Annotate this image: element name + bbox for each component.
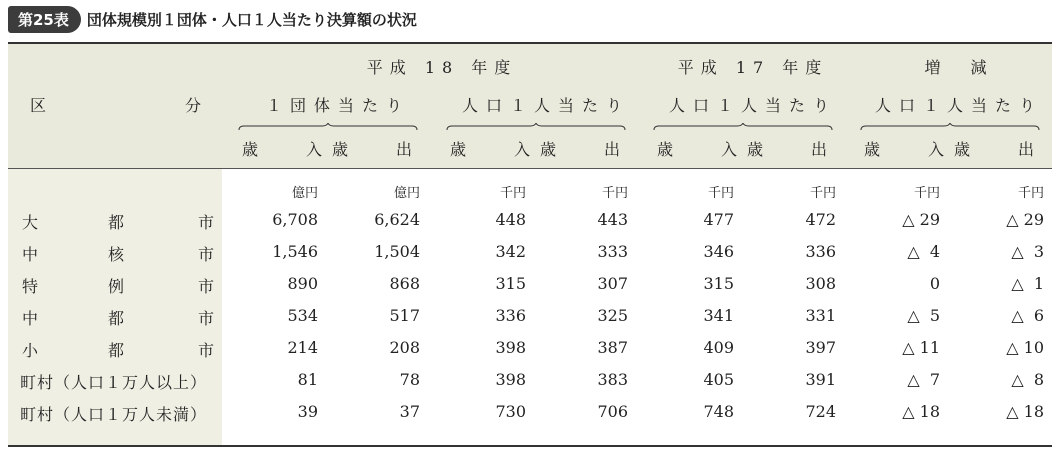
row-label: 町村（人口１万人未満） [20, 405, 208, 424]
header-rule [8, 168, 1052, 169]
table-cell: △ 5 [907, 306, 940, 325]
table-cell: 208 [389, 338, 420, 357]
table-cell: 331 [805, 306, 836, 325]
brace-icon [653, 123, 833, 131]
header-basis-per-capita-h17: 人口１人当たり [668, 96, 838, 115]
table-cell: △ 1 [1011, 274, 1044, 293]
table-cell: 6,624 [374, 210, 420, 229]
table-cell: △ 7 [907, 370, 940, 389]
header-basis-per-capita-h18: 人口１人当たり [461, 96, 631, 115]
table-cell: 336 [495, 306, 526, 325]
table-cell: △ 6 [1011, 306, 1044, 325]
table-cell: 534 [287, 306, 318, 325]
row-label: 例 [108, 277, 125, 296]
unit-label: 千円 [913, 186, 940, 201]
header-year-h17: 平成 17 年度 [677, 58, 829, 77]
unit-label: 千円 [499, 186, 526, 201]
table-title-text: 団体規模別１団体・人口１人当たり決算額の状況 [86, 10, 417, 29]
table-cell: 333 [597, 242, 628, 261]
table-cell: 724 [805, 402, 836, 421]
row-label: 都 [108, 341, 125, 360]
table-cell: 1,504 [374, 242, 420, 261]
table-cell: 398 [495, 338, 526, 357]
row-label: 市 [198, 341, 215, 360]
table-cell: 336 [805, 242, 836, 261]
table-cell: 1,546 [272, 242, 318, 261]
table-cell: 448 [495, 210, 526, 229]
table-cell: △ 10 [1006, 338, 1044, 357]
column-label-expenditure: 歳 [747, 140, 764, 159]
row-label: 中 [22, 245, 39, 264]
table-cell: 315 [495, 274, 526, 293]
table-cell: 308 [805, 274, 836, 293]
table-cell: 706 [597, 402, 628, 421]
table-number-badge: 第25表 [8, 6, 81, 33]
column-label-expenditure: 出 [396, 140, 413, 159]
bottom-rule [8, 445, 1052, 447]
header-basis-per-capita-change: 人口１人当たり [874, 96, 1044, 115]
row-label: 都 [108, 309, 125, 328]
row-label: 小 [22, 341, 39, 360]
column-label-revenue: 歳 [657, 140, 674, 159]
table-cell: 341 [703, 306, 734, 325]
table-cell: 443 [597, 210, 628, 229]
row-label: 大 [22, 213, 39, 232]
column-label-expenditure: 出 [1018, 140, 1035, 159]
table-cell: 39 [297, 402, 318, 421]
column-label-expenditure: 歳 [954, 140, 971, 159]
table-cell: 315 [703, 274, 734, 293]
brace-icon [238, 123, 418, 131]
table-cell: 346 [703, 242, 734, 261]
column-label-expenditure: 出 [604, 140, 621, 159]
table-cell: 730 [495, 402, 526, 421]
table-cell: 472 [805, 210, 836, 229]
table-cell: △ 8 [1011, 370, 1044, 389]
row-label: 町村（人口１万人以上） [20, 373, 208, 392]
table-cell: 477 [703, 210, 734, 229]
row-label: 市 [198, 245, 215, 264]
table-cell: 0 [929, 274, 940, 293]
table-cell: △ 29 [1006, 210, 1044, 229]
header-category-ku: 区 [30, 96, 47, 115]
table-cell: 325 [597, 306, 628, 325]
row-label: 都 [108, 213, 125, 232]
column-label-expenditure: 歳 [540, 140, 557, 159]
table-title [8, 4, 417, 34]
row-label: 市 [198, 309, 215, 328]
row-label: 特 [22, 277, 39, 296]
table-cell: 405 [703, 370, 734, 389]
table-cell: 397 [805, 338, 836, 357]
table-cell: △ 11 [902, 338, 940, 357]
table-cell: 37 [399, 402, 420, 421]
column-label-expenditure: 歳 [332, 140, 349, 159]
header-year-h18: 平成 18 年度 [366, 58, 518, 77]
brace-icon [446, 123, 626, 131]
table-cell: 307 [597, 274, 628, 293]
table-cell: 868 [389, 274, 420, 293]
table-cell: 214 [287, 338, 318, 357]
unit-label: 千円 [601, 186, 628, 201]
header-change: 増 減 [924, 58, 994, 77]
table-cell: 78 [399, 370, 420, 389]
column-label-revenue: 入 [928, 140, 945, 159]
table-cell: 517 [389, 306, 420, 325]
table-cell: 398 [495, 370, 526, 389]
table-cell: △ 3 [1011, 242, 1044, 261]
header-category-bun: 分 [185, 96, 202, 115]
column-label-revenue: 歳 [242, 140, 259, 159]
brace-icon [860, 123, 1040, 131]
table-cell: 6,708 [272, 210, 318, 229]
unit-label: 千円 [809, 186, 836, 201]
table-cell: 383 [597, 370, 628, 389]
table-cell: 387 [597, 338, 628, 357]
column-label-revenue: 歳 [450, 140, 467, 159]
table-cell: 342 [495, 242, 526, 261]
table-cell: 81 [297, 370, 318, 389]
unit-label: 億円 [291, 186, 318, 201]
column-label-revenue: 入 [306, 140, 323, 159]
table-cell: 391 [805, 370, 836, 389]
column-label-revenue: 歳 [864, 140, 881, 159]
table-cell: △ 18 [902, 402, 940, 421]
column-label-revenue: 入 [514, 140, 531, 159]
header-basis-per-entity: １団体当たり [265, 96, 411, 115]
unit-label: 千円 [1017, 186, 1044, 201]
unit-label: 千円 [707, 186, 734, 201]
column-label-revenue: 入 [721, 140, 738, 159]
row-label: 核 [108, 245, 125, 264]
table-cell: △ 29 [902, 210, 940, 229]
table-cell: △ 18 [1006, 402, 1044, 421]
table-cell: △ 4 [907, 242, 940, 261]
table-cell: 748 [703, 402, 734, 421]
table-cell: 409 [703, 338, 734, 357]
row-label: 市 [198, 277, 215, 296]
table-cell: 890 [287, 274, 318, 293]
unit-label: 億円 [393, 186, 420, 201]
row-label: 市 [198, 213, 215, 232]
column-label-expenditure: 出 [811, 140, 828, 159]
row-label: 中 [22, 309, 39, 328]
